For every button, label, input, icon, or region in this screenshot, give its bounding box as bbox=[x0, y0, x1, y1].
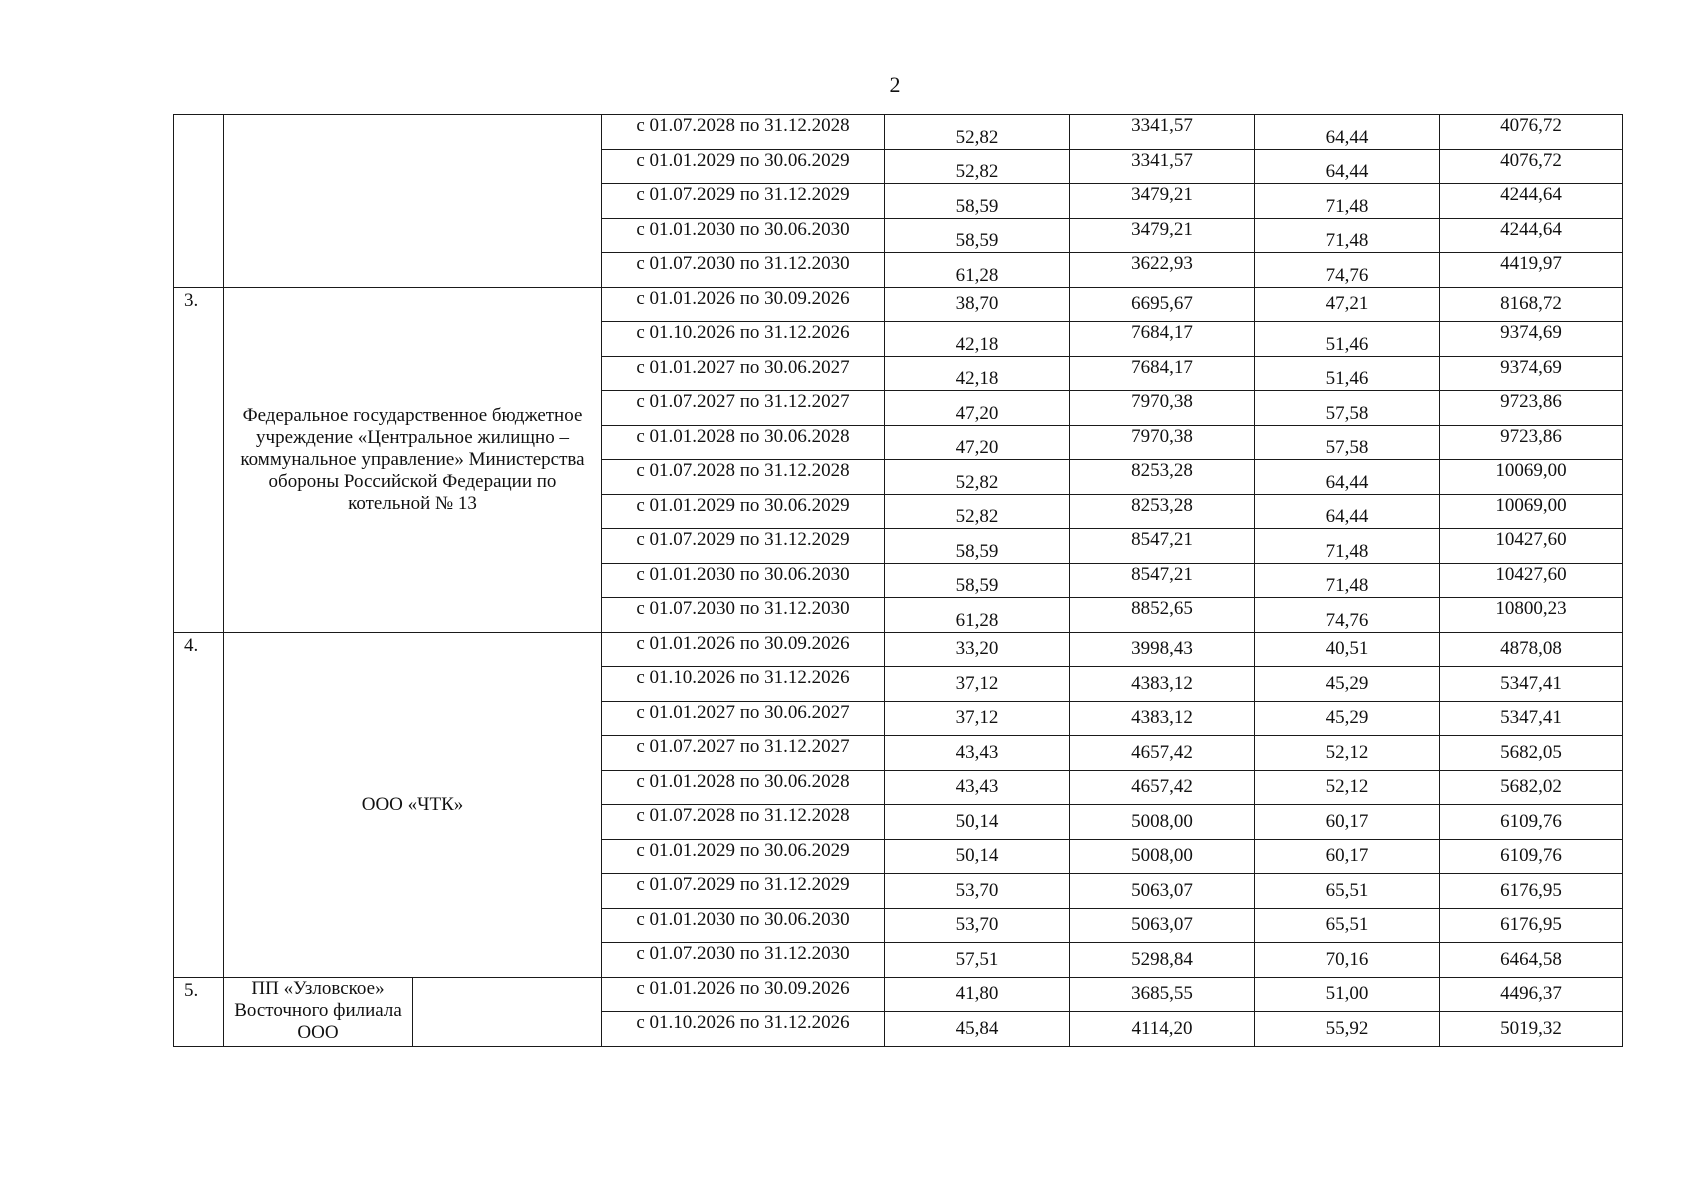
period-cell: с 01.01.2029 по 30.06.2029 bbox=[602, 839, 885, 874]
organization-name: Федеральное государственное бюджетное учреждение «Центральное жилищно – коммунальное управление» Министерства обороны Российской Федерации по котельной № 13 bbox=[224, 287, 602, 632]
tariff-table-body bbox=[174, 115, 1623, 1047]
period-cell: с 01.07.2028 по 31.12.2028 bbox=[602, 805, 885, 840]
value-cell-3: 52,12 bbox=[1255, 736, 1440, 771]
value-cell-1: 38,70 bbox=[885, 287, 1070, 322]
table-row bbox=[174, 632, 1623, 667]
value-cell-1: 43,43 bbox=[885, 770, 1070, 805]
value-cell-4: 4419,97 bbox=[1440, 253, 1623, 288]
organization-name: ООО «ЧТК» bbox=[224, 632, 602, 977]
table-row bbox=[174, 115, 1623, 150]
period-cell: с 01.07.2028 по 31.12.2028 bbox=[602, 115, 885, 150]
row-number bbox=[174, 115, 224, 288]
value-cell-2: 7970,38 bbox=[1070, 425, 1255, 460]
value-cell-3: 45,29 bbox=[1255, 701, 1440, 736]
value-cell-1: 58,59 bbox=[885, 529, 1070, 564]
value-cell-2: 3685,55 bbox=[1070, 977, 1255, 1012]
value-cell-4: 9723,86 bbox=[1440, 425, 1623, 460]
value-cell-3: 65,51 bbox=[1255, 874, 1440, 909]
value-cell-2: 7970,38 bbox=[1070, 391, 1255, 426]
value-cell-3: 74,76 bbox=[1255, 598, 1440, 633]
value-cell-2: 4383,12 bbox=[1070, 667, 1255, 702]
period-cell: с 01.01.2029 по 30.06.2029 bbox=[602, 149, 885, 184]
value-cell-2: 3622,93 bbox=[1070, 253, 1255, 288]
period-cell: с 01.10.2026 по 31.12.2026 bbox=[602, 1012, 885, 1047]
value-cell-1: 61,28 bbox=[885, 598, 1070, 633]
table-row bbox=[174, 287, 1623, 322]
value-cell-4: 5347,41 bbox=[1440, 701, 1623, 736]
period-cell: с 01.07.2029 по 31.12.2029 bbox=[602, 529, 885, 564]
value-cell-3: 71,48 bbox=[1255, 184, 1440, 219]
value-cell-2: 4383,12 bbox=[1070, 701, 1255, 736]
value-cell-2: 5298,84 bbox=[1070, 943, 1255, 978]
period-cell: с 01.07.2030 по 31.12.2030 bbox=[602, 598, 885, 633]
value-cell-1: 53,70 bbox=[885, 908, 1070, 943]
value-cell-2: 3341,57 bbox=[1070, 115, 1255, 150]
value-cell-1: 52,82 bbox=[885, 460, 1070, 495]
value-cell-4: 10427,60 bbox=[1440, 563, 1623, 598]
value-cell-2: 8547,21 bbox=[1070, 563, 1255, 598]
value-cell-3: 57,58 bbox=[1255, 425, 1440, 460]
value-cell-4: 6109,76 bbox=[1440, 839, 1623, 874]
tariff-table bbox=[173, 114, 1623, 1047]
value-cell-2: 6695,67 bbox=[1070, 287, 1255, 322]
value-cell-2: 5063,07 bbox=[1070, 874, 1255, 909]
period-cell: с 01.10.2026 по 31.12.2026 bbox=[602, 322, 885, 357]
value-cell-3: 71,48 bbox=[1255, 529, 1440, 564]
value-cell-1: 57,51 bbox=[885, 943, 1070, 978]
value-cell-1: 53,70 bbox=[885, 874, 1070, 909]
value-cell-4: 5347,41 bbox=[1440, 667, 1623, 702]
value-cell-4: 9374,69 bbox=[1440, 356, 1623, 391]
value-cell-1: 52,82 bbox=[885, 494, 1070, 529]
value-cell-1: 33,20 bbox=[885, 632, 1070, 667]
value-cell-3: 64,44 bbox=[1255, 494, 1440, 529]
row-number: 5. bbox=[174, 977, 224, 1046]
value-cell-4: 9723,86 bbox=[1440, 391, 1623, 426]
period-cell: с 01.01.2030 по 30.06.2030 bbox=[602, 563, 885, 598]
period-cell: с 01.01.2028 по 30.06.2028 bbox=[602, 770, 885, 805]
value-cell-1: 52,82 bbox=[885, 115, 1070, 150]
value-cell-4: 9374,69 bbox=[1440, 322, 1623, 357]
period-cell: с 01.01.2026 по 30.09.2026 bbox=[602, 977, 885, 1012]
value-cell-4: 4244,64 bbox=[1440, 184, 1623, 219]
period-cell: с 01.01.2030 по 30.06.2030 bbox=[602, 908, 885, 943]
value-cell-1: 58,59 bbox=[885, 184, 1070, 219]
period-cell: с 01.07.2027 по 31.12.2027 bbox=[602, 391, 885, 426]
value-cell-1: 50,14 bbox=[885, 805, 1070, 840]
value-cell-1: 58,59 bbox=[885, 218, 1070, 253]
value-cell-4: 4076,72 bbox=[1440, 115, 1623, 150]
period-cell: с 01.07.2030 по 31.12.2030 bbox=[602, 943, 885, 978]
value-cell-4: 4878,08 bbox=[1440, 632, 1623, 667]
period-cell: с 01.01.2029 по 30.06.2029 bbox=[602, 494, 885, 529]
table-row bbox=[174, 977, 1623, 1012]
value-cell-1: 61,28 bbox=[885, 253, 1070, 288]
value-cell-3: 57,58 bbox=[1255, 391, 1440, 426]
organization-name bbox=[224, 115, 602, 288]
value-cell-3: 64,44 bbox=[1255, 460, 1440, 495]
page-number: 2 bbox=[889, 72, 901, 97]
value-cell-3: 47,21 bbox=[1255, 287, 1440, 322]
value-cell-1: 47,20 bbox=[885, 391, 1070, 426]
row-number: 4. bbox=[174, 632, 224, 977]
period-cell: с 01.01.2027 по 30.06.2027 bbox=[602, 701, 885, 736]
period-cell: с 01.01.2026 по 30.09.2026 bbox=[602, 632, 885, 667]
value-cell-3: 52,12 bbox=[1255, 770, 1440, 805]
value-cell-2: 3479,21 bbox=[1070, 218, 1255, 253]
value-cell-1: 52,82 bbox=[885, 149, 1070, 184]
value-cell-4: 6176,95 bbox=[1440, 908, 1623, 943]
value-cell-3: 51,46 bbox=[1255, 322, 1440, 357]
value-cell-4: 6176,95 bbox=[1440, 874, 1623, 909]
value-cell-1: 45,84 bbox=[885, 1012, 1070, 1047]
value-cell-2: 3479,21 bbox=[1070, 184, 1255, 219]
value-cell-4: 6109,76 bbox=[1440, 805, 1623, 840]
value-cell-1: 42,18 bbox=[885, 322, 1070, 357]
value-cell-2: 3341,57 bbox=[1070, 149, 1255, 184]
empty-cell bbox=[413, 977, 602, 1046]
value-cell-2: 8253,28 bbox=[1070, 460, 1255, 495]
period-cell: с 01.10.2026 по 31.12.2026 bbox=[602, 667, 885, 702]
period-cell: с 01.01.2027 по 30.06.2027 bbox=[602, 356, 885, 391]
value-cell-1: 43,43 bbox=[885, 736, 1070, 771]
value-cell-1: 37,12 bbox=[885, 701, 1070, 736]
value-cell-2: 5063,07 bbox=[1070, 908, 1255, 943]
value-cell-2: 4114,20 bbox=[1070, 1012, 1255, 1047]
organization-name: ПП «Узловское» Восточного филиала ООО bbox=[224, 977, 413, 1046]
value-cell-1: 41,80 bbox=[885, 977, 1070, 1012]
value-cell-4: 4244,64 bbox=[1440, 218, 1623, 253]
value-cell-2: 5008,00 bbox=[1070, 839, 1255, 874]
row-number: 3. bbox=[174, 287, 224, 632]
value-cell-3: 40,51 bbox=[1255, 632, 1440, 667]
value-cell-4: 10800,23 bbox=[1440, 598, 1623, 633]
value-cell-3: 64,44 bbox=[1255, 115, 1440, 150]
value-cell-2: 4657,42 bbox=[1070, 770, 1255, 805]
value-cell-3: 55,92 bbox=[1255, 1012, 1440, 1047]
value-cell-4: 10427,60 bbox=[1440, 529, 1623, 564]
value-cell-2: 5008,00 bbox=[1070, 805, 1255, 840]
period-cell: с 01.07.2029 по 31.12.2029 bbox=[602, 184, 885, 219]
value-cell-2: 8253,28 bbox=[1070, 494, 1255, 529]
period-cell: с 01.01.2030 по 30.06.2030 bbox=[602, 218, 885, 253]
value-cell-2: 4657,42 bbox=[1070, 736, 1255, 771]
value-cell-3: 64,44 bbox=[1255, 149, 1440, 184]
period-cell: с 01.01.2026 по 30.09.2026 bbox=[602, 287, 885, 322]
value-cell-4: 6464,58 bbox=[1440, 943, 1623, 978]
value-cell-3: 74,76 bbox=[1255, 253, 1440, 288]
value-cell-2: 7684,17 bbox=[1070, 356, 1255, 391]
value-cell-3: 45,29 bbox=[1255, 667, 1440, 702]
value-cell-3: 51,00 bbox=[1255, 977, 1440, 1012]
value-cell-3: 71,48 bbox=[1255, 218, 1440, 253]
value-cell-1: 42,18 bbox=[885, 356, 1070, 391]
value-cell-4: 10069,00 bbox=[1440, 460, 1623, 495]
value-cell-2: 3998,43 bbox=[1070, 632, 1255, 667]
value-cell-1: 47,20 bbox=[885, 425, 1070, 460]
value-cell-3: 71,48 bbox=[1255, 563, 1440, 598]
value-cell-2: 7684,17 bbox=[1070, 322, 1255, 357]
period-cell: с 01.07.2029 по 31.12.2029 bbox=[602, 874, 885, 909]
value-cell-4: 4496,37 bbox=[1440, 977, 1623, 1012]
value-cell-4: 5682,02 bbox=[1440, 770, 1623, 805]
value-cell-1: 37,12 bbox=[885, 667, 1070, 702]
value-cell-4: 8168,72 bbox=[1440, 287, 1623, 322]
value-cell-3: 65,51 bbox=[1255, 908, 1440, 943]
period-cell: с 01.01.2028 по 30.06.2028 bbox=[602, 425, 885, 460]
value-cell-1: 50,14 bbox=[885, 839, 1070, 874]
period-cell: с 01.07.2028 по 31.12.2028 bbox=[602, 460, 885, 495]
value-cell-4: 4076,72 bbox=[1440, 149, 1623, 184]
value-cell-4: 5019,32 bbox=[1440, 1012, 1623, 1047]
value-cell-1: 58,59 bbox=[885, 563, 1070, 598]
value-cell-2: 8547,21 bbox=[1070, 529, 1255, 564]
value-cell-4: 5682,05 bbox=[1440, 736, 1623, 771]
period-cell: с 01.07.2030 по 31.12.2030 bbox=[602, 253, 885, 288]
value-cell-3: 70,16 bbox=[1255, 943, 1440, 978]
value-cell-3: 51,46 bbox=[1255, 356, 1440, 391]
value-cell-4: 10069,00 bbox=[1440, 494, 1623, 529]
value-cell-3: 60,17 bbox=[1255, 805, 1440, 840]
value-cell-2: 8852,65 bbox=[1070, 598, 1255, 633]
value-cell-3: 60,17 bbox=[1255, 839, 1440, 874]
period-cell: с 01.07.2027 по 31.12.2027 bbox=[602, 736, 885, 771]
